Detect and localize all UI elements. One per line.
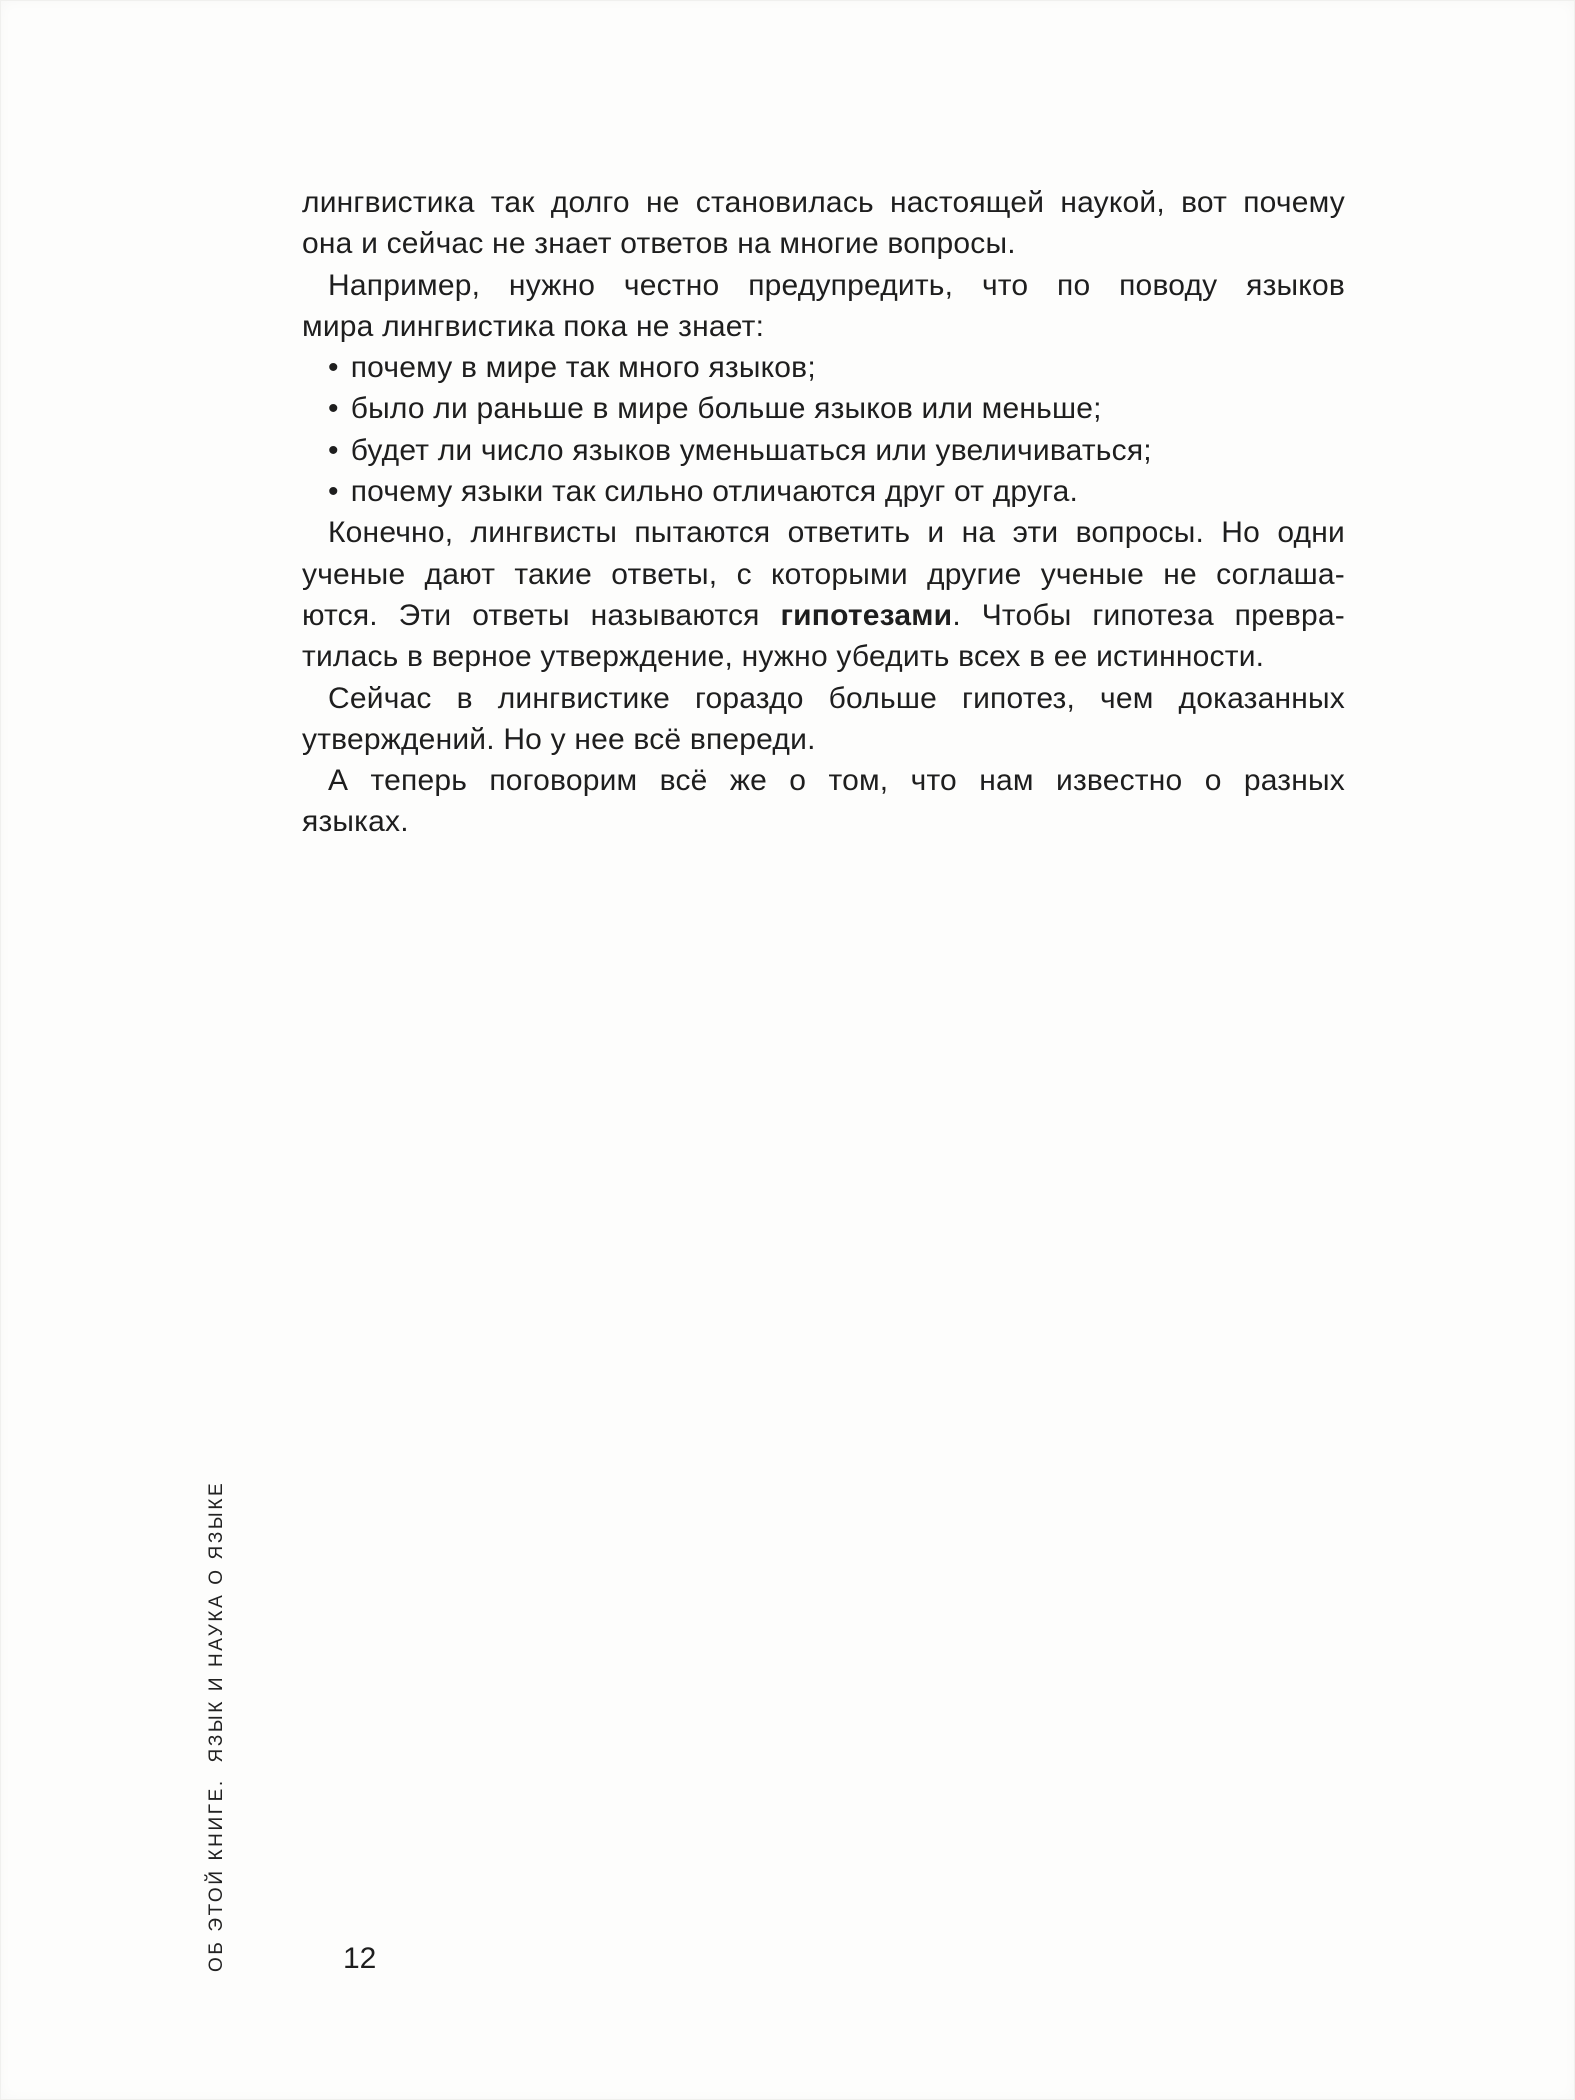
page-number: 12 [343,1942,377,1975]
bullet-line: • было ли раньше в мире больше языков или меньше; [328,392,1102,426]
sidebar-running-title: ОБ ЭТОЙ КНИГЕ. ЯЗЫК И НАУКА О ЯЗЫКЕ [206,1480,227,1972]
body-line: ученые дают такие ответы, с которыми другие ученые не соглаша- [302,557,1345,591]
body-line: мира лингвистика пока не знает: [302,309,765,343]
body-line: Например, нужно честно предупредить, что по поводу языков [328,268,1345,302]
bullet-icon: • [328,351,339,385]
body-line: тилась в верное утверждение, нужно убедить всех в ее истинности. [302,640,1265,674]
body-line: языках. [302,805,409,839]
bullet-icon: • [328,475,339,509]
bullet-line: • почему языки так сильно отличаются друг от друга. [328,475,1079,509]
bullet-icon: • [328,433,339,467]
bullet-line: • почему в мире так много языков; [328,351,816,385]
body-text [302,182,1345,843]
bullet-icon: • [328,392,339,426]
body-line: лингвистика так долго не становилась настоящей наукой, вот почему [302,186,1345,219]
bold-term: гипотезами [780,598,953,632]
bullet-line: • будет ли число языков уменьшаться или увеличиваться; [328,433,1152,467]
body-line: она и сейчас не знает ответов на многие вопросы. [302,227,1016,261]
body-line: Сейчас в лингвистике гораздо больше гипотез, чем доказанных [328,681,1345,715]
body-line: ются. Эти ответы называются гипотезами. Чтобы гипотеза превра- [302,598,1345,632]
body-line: А теперь поговорим всё же о том, что нам известно о разных [328,764,1345,798]
body-line: утверждений. Но у нее всё впереди. [302,722,816,756]
body-line: Конечно, лингвисты пытаются ответить и на эти вопросы. Но одни [328,516,1345,550]
